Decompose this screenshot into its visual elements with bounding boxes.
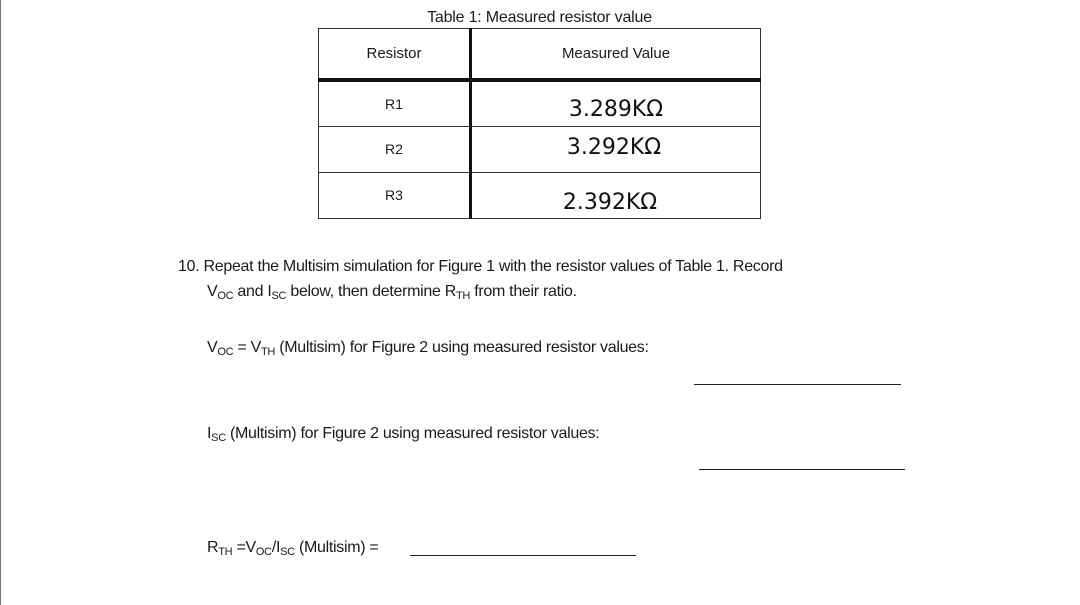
header-resistor: Resistor bbox=[319, 29, 471, 81]
question-line-1 bbox=[178, 258, 783, 276]
resistor-name: R2 bbox=[319, 126, 471, 172]
table-caption: Table 1: Measured resistor value bbox=[427, 9, 652, 26]
handwritten-value: 3.289KΩ bbox=[568, 97, 664, 123]
question-number: 10. bbox=[178, 258, 200, 275]
voc-answer-blank[interactable] bbox=[694, 384, 901, 385]
isc-answer-blank[interactable] bbox=[699, 469, 905, 470]
resistor-name: R1 bbox=[319, 80, 471, 126]
question-text: Repeat the Multisim simulation for Figure 1 with the resistor values of Table 1. Record bbox=[203, 258, 783, 275]
measured-value-cell bbox=[471, 80, 761, 126]
handwritten-value: 3.292KΩ bbox=[566, 134, 662, 160]
measured-value-cell bbox=[471, 126, 761, 172]
voc-prompt: $V_{OC} = V_{TH}$ (Multisim) for Figure 2 using measured resistor values: bbox=[207, 339, 649, 358]
measured-value-cell bbox=[471, 172, 761, 218]
resistor-name: R3 bbox=[319, 172, 471, 218]
resistor-table bbox=[318, 28, 761, 219]
table-row bbox=[319, 80, 761, 126]
table-row bbox=[319, 126, 761, 172]
header-measured-value: Measured Value bbox=[471, 29, 761, 81]
rth-prompt: $R_{TH} =V_{OC}/I_{SC}$ (Multisim) = bbox=[207, 539, 379, 558]
rth-answer-blank[interactable] bbox=[410, 555, 636, 556]
isc-prompt: $I_{SC}$ (Multisim) for Figure 2 using measured resistor values: bbox=[207, 425, 600, 444]
handwritten-value: 2.392KΩ bbox=[562, 189, 658, 215]
table-header-row bbox=[319, 29, 761, 81]
page-left-edge bbox=[0, 0, 1, 605]
question-line-2: $V_{OC}$ and $I_{SC}$ below, then determine $R_{TH}$ from their ratio. bbox=[207, 283, 577, 302]
table-row bbox=[319, 172, 761, 218]
